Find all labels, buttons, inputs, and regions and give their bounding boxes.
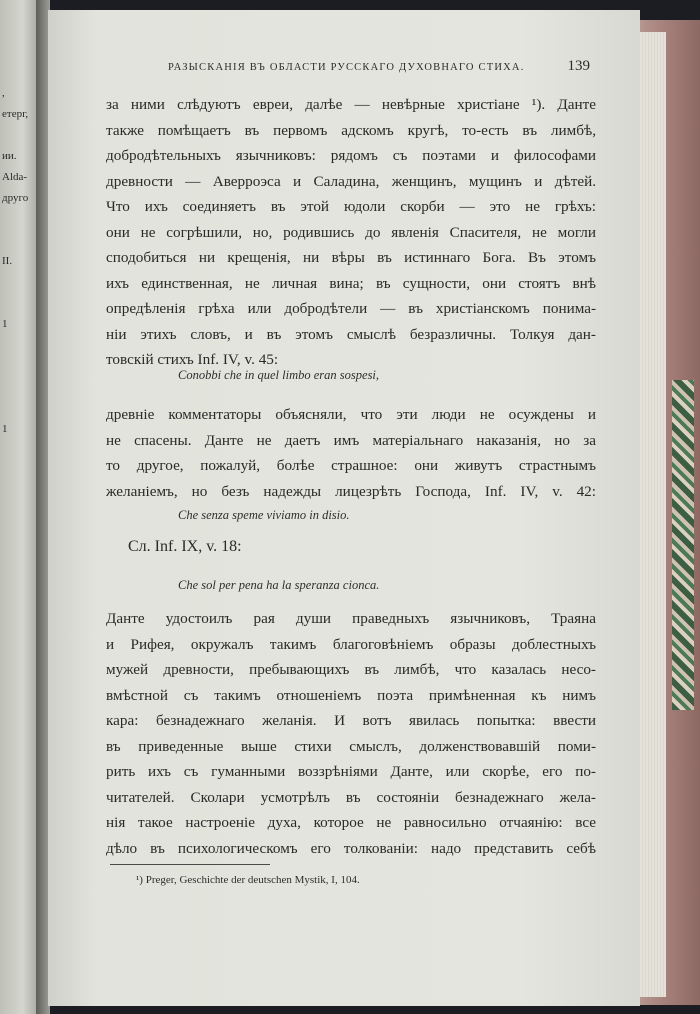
text-line: Что ихъ соединяетъ въ этой юдоли скорби — это не грѣхъ: xyxy=(106,198,596,215)
quote-line-2: Che senza speme viviamo in disio. xyxy=(178,508,350,522)
text-line: сподобиться ни крещенія, ни вѣры въ истиннаго Бога. Въ этомъ xyxy=(106,249,596,266)
paragraph-1 xyxy=(106,92,596,373)
text-line: ихъ единственная, не личная вина; въ сущности, они стоятъ внѣ xyxy=(106,274,596,292)
paragraph-3 xyxy=(106,606,596,861)
marbled-endpaper xyxy=(672,380,694,710)
text-line: Данте удостоилъ рая души праведныхъ язычниковъ, Траяна xyxy=(106,610,596,627)
text-line: опредѣленія грѣха или добродѣтели — въ христіанскомъ понима- xyxy=(106,300,596,317)
text-line: вмѣстной съ такимъ отношеніемъ поэта примѣненная къ нимъ xyxy=(106,686,596,704)
text-line: рить ихъ съ гуманными воззрѣніями Данте, или скорѣе, его по- xyxy=(106,763,596,780)
text-line: товскій стихъ Inf. IV, v. 45: xyxy=(106,351,279,368)
text-line: мужей древности, пребывающихъ въ лимбѣ, что казалась несо- xyxy=(106,661,596,678)
footnote: ¹) Preger, Geschichte der deutschen Mystik, I, 104. xyxy=(136,874,360,886)
text-line: желаніемъ, но безъ надежды лицезрѣть Господа, Inf. IV, v. 42: xyxy=(106,482,596,500)
footnote-rule xyxy=(110,864,270,865)
text-line: то другое, пожалуй, болѣе страшное: они живутъ страстнымъ xyxy=(106,457,596,474)
text-line: въ приведенные выше стихи смыслъ, долженствовавшій поми- xyxy=(106,737,596,755)
left-page-fragment: Alda- xyxy=(2,171,28,183)
left-page-fragment: ІІ. xyxy=(2,255,13,267)
reference-line: Сл. Inf. IX, v. 18: xyxy=(128,538,242,555)
running-head: РАЗЫСКАНІЯ ВЪ ОБЛАСТИ РУССКАГО ДУХОВНАГО СТИХА. xyxy=(168,62,525,73)
text-line: они не согрѣшили, но, родившись до явленія Спасителя, не могли xyxy=(106,223,596,241)
page-header xyxy=(120,54,590,78)
text-line: не спасены. Данте не даетъ имъ матеріальнаго наказанія, но за xyxy=(106,431,596,449)
quote-line-1: Conobbi che in quel limbo eran sospesi, xyxy=(178,368,380,382)
paragraph-2 xyxy=(106,402,596,504)
left-page-fragment: ии. xyxy=(2,150,17,162)
text-line: и Рифея, окружалъ такимъ благоговѣніемъ образы доблестныхъ xyxy=(106,635,596,653)
left-page-fragment: 1 xyxy=(2,318,8,330)
text-line: также помѣщаетъ въ первомъ адскомъ кругѣ, то-есть въ лимбѣ, xyxy=(106,121,596,139)
left-facing-page xyxy=(0,0,38,1014)
page-edges xyxy=(640,32,666,997)
quote-line-3: Che sol per pena ha la speranza cionca. xyxy=(178,578,380,592)
text-line: древности — Аверроэса и Саладина, женщинъ, мущинъ и дѣтей. xyxy=(106,172,596,190)
left-page-fragment: 1 xyxy=(2,423,8,435)
text-line: нія такое настроеніе духа, которое не равносильно отчаянію: все xyxy=(106,814,596,831)
text-line: читателей. Сколари усмотрѣлъ въ состояніи безнадежнаго жела- xyxy=(106,788,596,806)
left-page-fragment: етерг, xyxy=(2,108,29,120)
book-page xyxy=(48,10,640,1006)
text-line: ніи этихъ словъ, и въ этомъ смыслѣ безразличны. Толкуя дан- xyxy=(106,325,596,343)
text-line: дѣло въ психологическомъ его толкованіи: надо представить себѣ xyxy=(106,839,596,857)
text-line: древніе комментаторы объясняли, что эти люди не осуждены и xyxy=(106,406,596,423)
left-page-fragment: друго xyxy=(2,192,29,204)
text-line: кара: безнадежнаго желанія. И вотъ явилась попытка: ввести xyxy=(106,712,596,729)
text-line: за ними слѣдуютъ евреи, далѣе — невѣрные христіане ¹). Данте xyxy=(106,96,596,113)
left-page-fragment: , xyxy=(2,87,8,99)
text-line: добродѣтельныхъ язычниковъ: рядомъ съ поэтами и философами xyxy=(106,147,596,164)
page-number: 139 xyxy=(567,58,590,74)
